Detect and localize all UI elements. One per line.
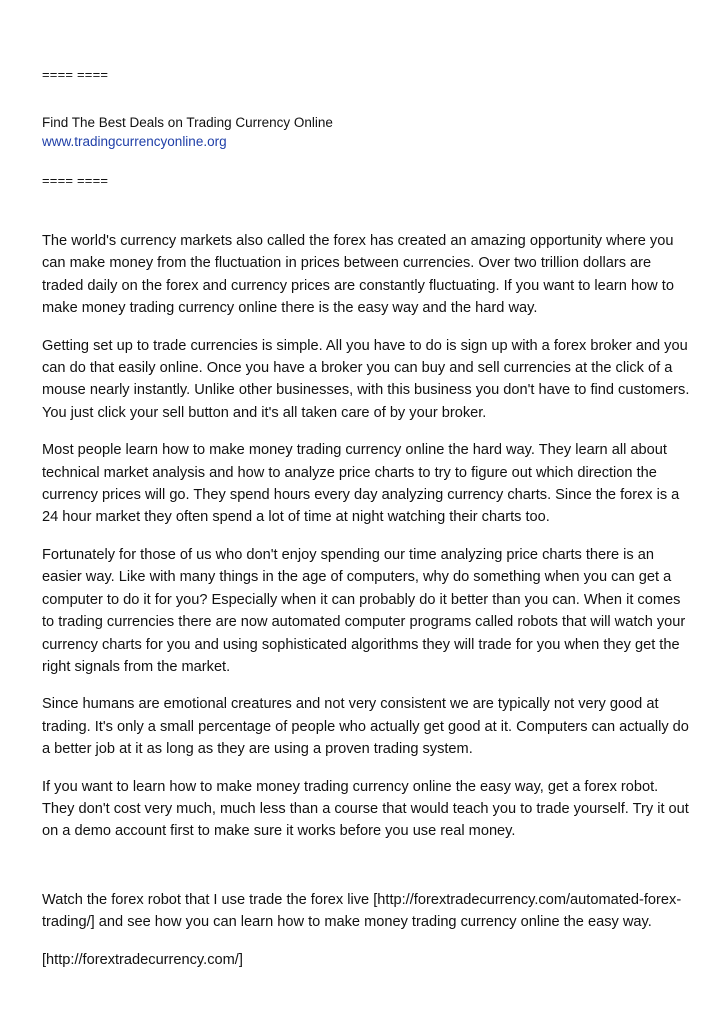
paragraph-8: [http://forextradecurrency.com/]	[42, 951, 243, 968]
paragraph-7: Watch the forex robot that I use trade the forex live [http://forextradecurrency.com/automated-forex-trading/] and see how you can learn how to make money trading currency online the easy way.	[42, 891, 682, 931]
paragraph-4: Fortunately for those of us who don't enjoy spending our time analyzing price charts there is an easier way. Like with many things in the age of computers, why do something when you can get a computer to do it for you? Especially when it can probably do it better than you can. When it comes to trading currencies there are now automated computer programs called robots that will watch your currency charts for you and using sophisticated algorithms they will trade for you when they get the right signals from the market.	[42, 546, 686, 675]
separator-bottom: ==== ====	[42, 173, 109, 188]
header-link[interactable]: www.tradingcurrencyonline.org	[42, 134, 227, 149]
header-title: Find The Best Deals on Trading Currency Online	[42, 115, 333, 130]
paragraph-3: Most people learn how to make money trading currency online the hard way. They learn all about technical market analysis and how to analyze price charts to try to figure out which direction the currency prices will go. They spend hours every day analyzing currency charts. Since the forex is a 24 hour market they often spend a lot of time at night watching their charts too.	[42, 442, 680, 526]
header-block	[42, 113, 690, 151]
paragraph-6: If you want to learn how to make money trading currency online the easy way, get a forex robot. They don't cost very much, much less than a course that would teach you to trade yourself. Try it out on a demo account first to make sure it works before you use real money.	[42, 778, 689, 840]
paragraph-2: Getting set up to trade currencies is simple. All you have to do is sign up with a forex broker and you can do that easily online. Once you have a broker you can buy and sell currencies at the click of a mouse nearly instantly. Unlike other businesses, with this business you don't have to find customers. You just click your sell button and it's all taken care of by your broker.	[42, 337, 690, 421]
document-page	[42, 67, 690, 986]
paragraph-1: The world's currency markets also called the forex has created an amazing opportunity where you can make money from the fluctuation in prices between currencies. Over two trillion dollars are traded daily on the forex and currency prices are constantly fluctuating. If you want to learn how to make money trading currency online there is the easy way and the hard way.	[42, 233, 674, 317]
paragraph-5: Since humans are emotional creatures and not very consistent we are typically not very good at trading. It's only a small percentage of people who actually get good at it. Computers can actually do a better job at it as long as they are using a proven trading system.	[42, 696, 689, 758]
article-body	[42, 230, 690, 971]
separator-top: ==== ====	[42, 67, 109, 82]
